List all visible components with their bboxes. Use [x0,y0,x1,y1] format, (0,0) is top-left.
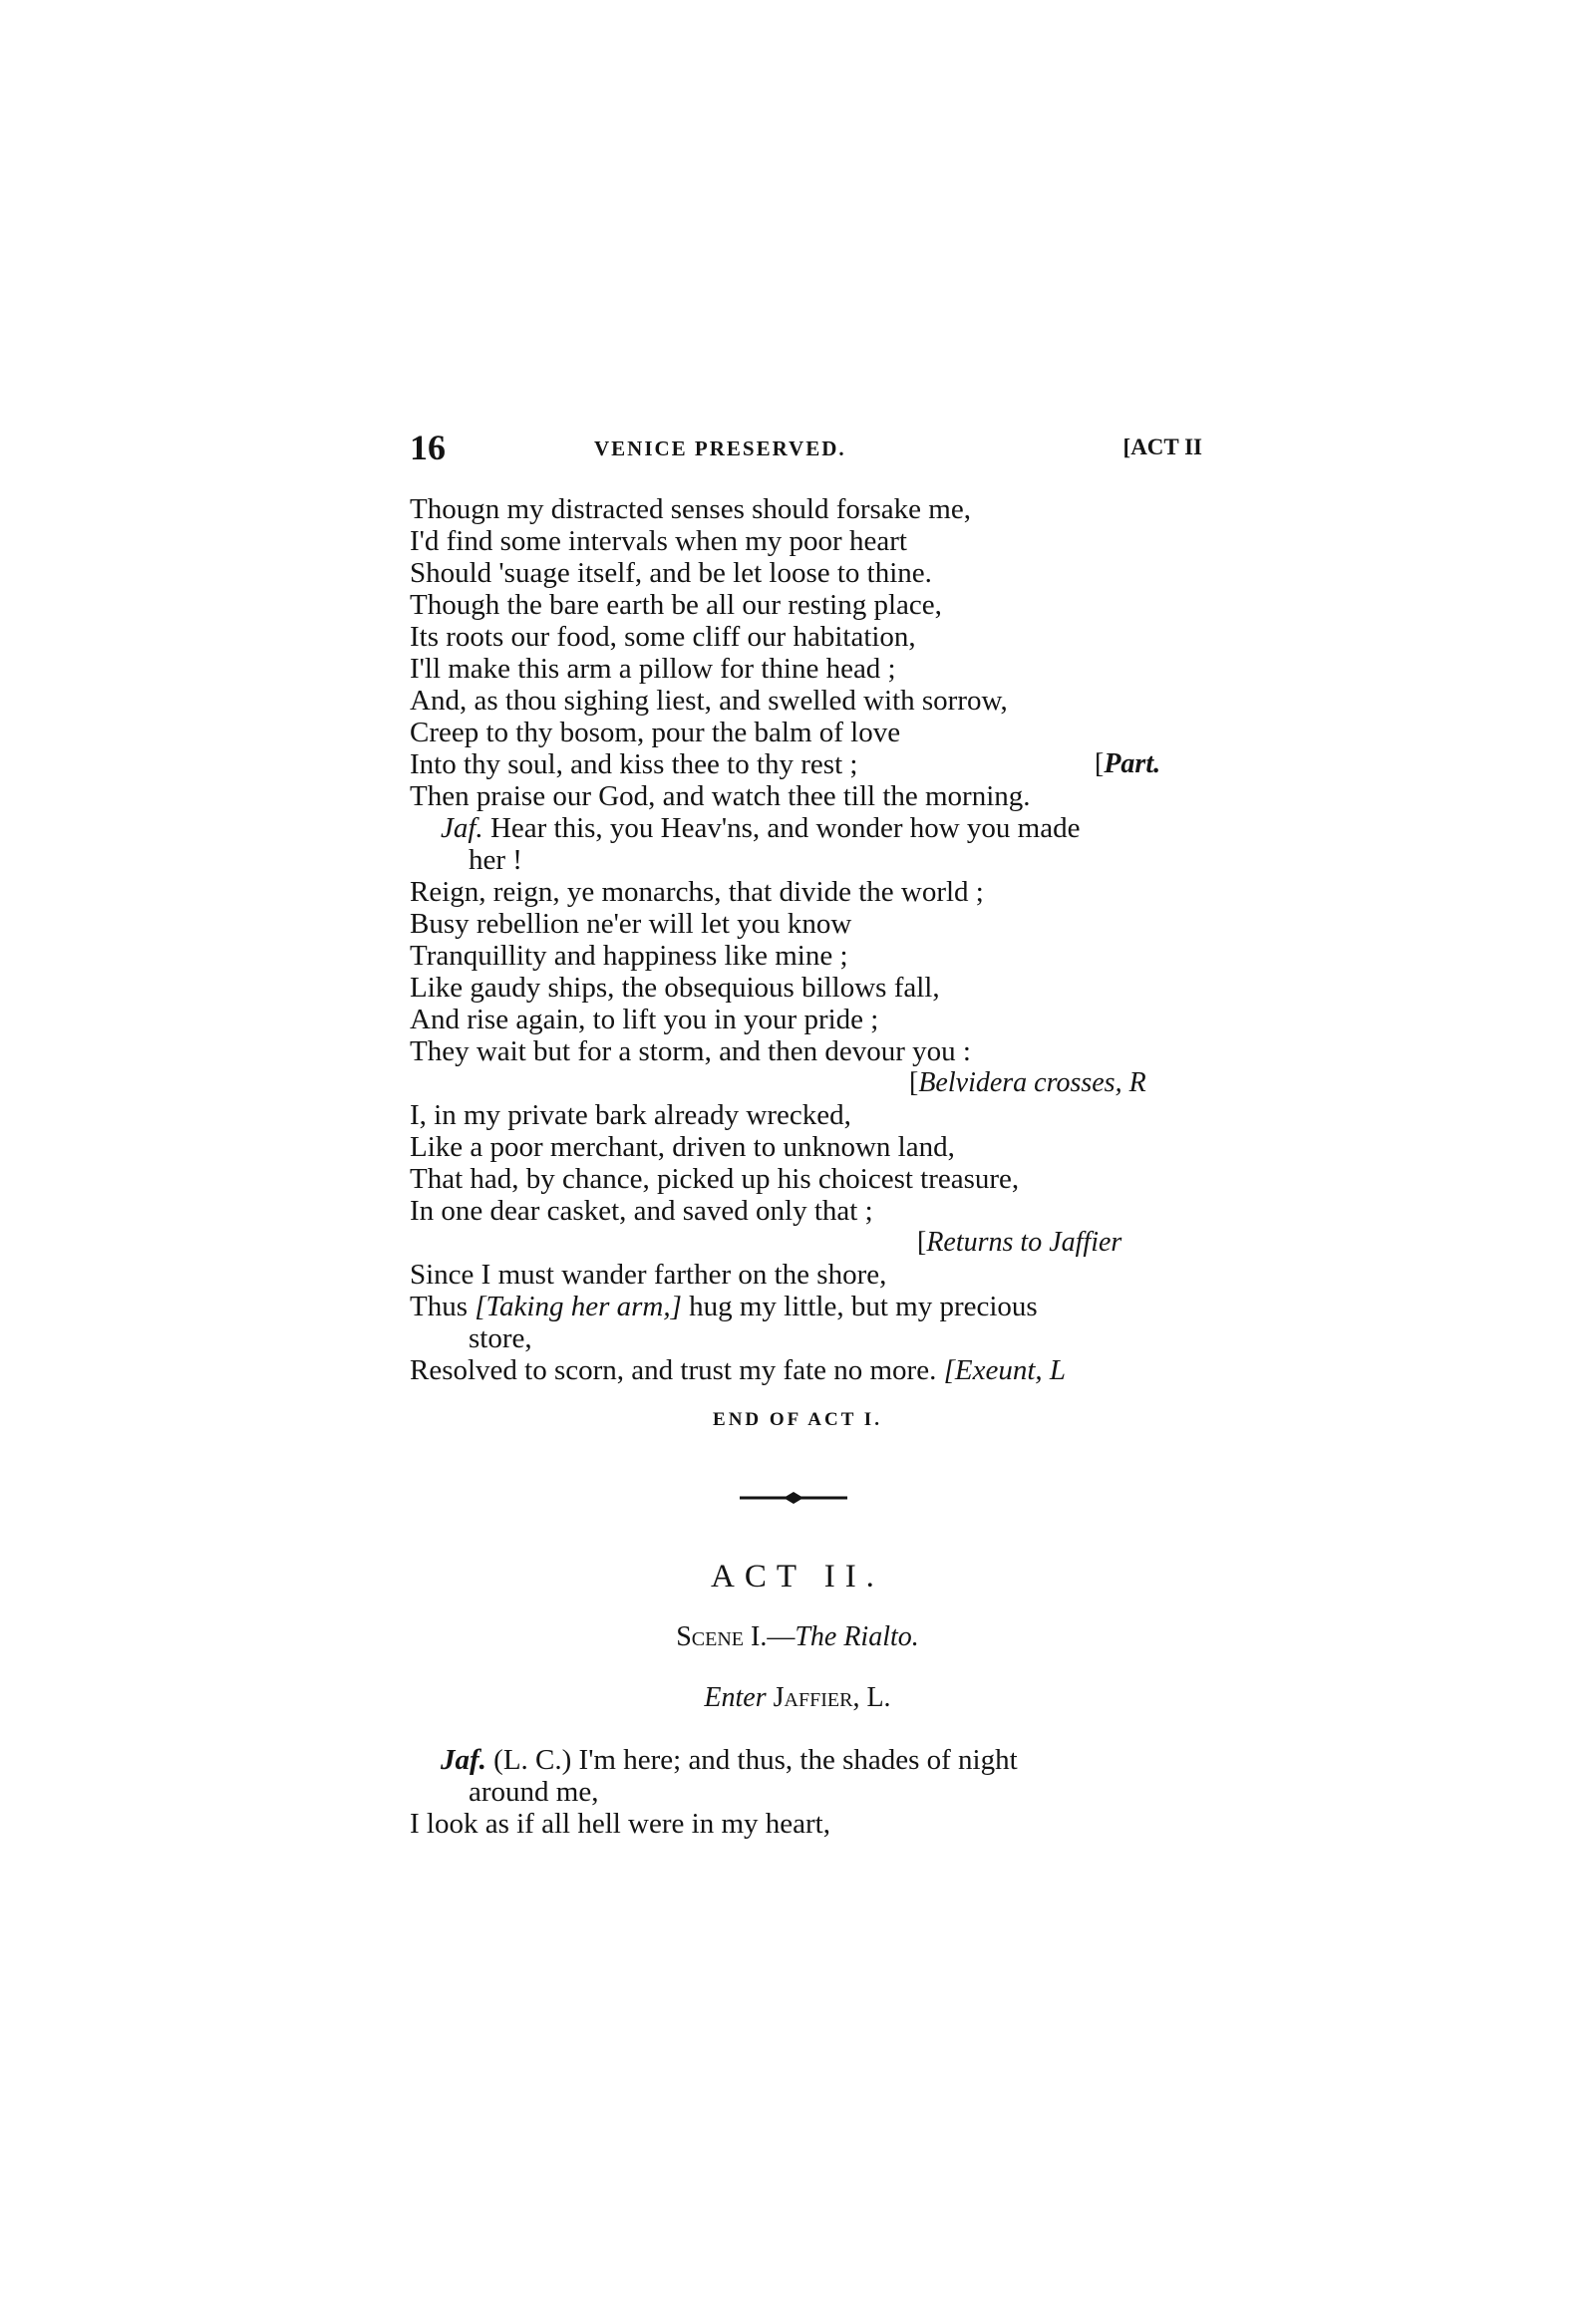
stage-direction: [Returns to Jaffier [917,1227,1122,1258]
verse-line: Its roots our food, some cliff our habitation, [410,621,916,653]
verse-line: Though the bare earth be all our resting place, [410,589,942,621]
stage-direction-text: Taking her arm, [485,1291,671,1322]
ornament-divider [740,1491,847,1505]
stage-direction: [Part. [1095,748,1161,779]
scene-heading: Scene I.—The Rialto. [676,1621,919,1652]
stage-direction: [Belvidera crosses, R [909,1067,1146,1098]
stage-direction-text: Part. [1104,748,1161,779]
verse-line: around me, [469,1776,599,1808]
stage-direction-text: Belvidera crosses, R [918,1067,1146,1098]
verse-line: I, in my private bark already wrecked, [410,1099,851,1131]
verse-line: In one dear casket, and saved only that ; [410,1195,873,1227]
verse-line: Should 'suage itself, and be let loose to thine. [410,557,932,589]
page-number: 16 [410,428,446,467]
stage-direction-text: Returns to Jaffier [926,1227,1122,1258]
act-marker: [ACT II [1122,435,1202,459]
speech-text: Hear this, you Heav'ns, and wonder how you made [489,812,1081,844]
verse-line: Creep to thy bosom, pour the balm of love [410,717,901,748]
verse-line: Into thy soul, and kiss thee to thy rest ; [410,748,858,780]
verse-line: Busy rebellion ne'er will let you know [410,908,852,940]
verse-line: her ! [469,844,522,876]
verse-line: I look as if all hell were in my heart, [410,1808,830,1840]
verse-line: Like gaudy ships, the obsequious billows fall, [410,972,940,1004]
verse-text: Thus [410,1291,468,1322]
verse-line: And rise again, to lift you in your pride ; [410,1004,879,1035]
verse-line: Resolved to scorn, and trust my fate no more. [Exeunt, L [410,1354,1067,1386]
verse-line: store, [469,1322,532,1354]
speech-line [441,1744,1018,1776]
act-title: ACT II. [711,1559,884,1595]
verse-line: That had, by chance, picked up his choicest treasure, [410,1163,1020,1195]
speaker-name: Jaf. [441,812,483,844]
end-of-act-label: END OF ACT I. [713,1409,882,1430]
entrance-direction: Enter Jaffier, L. [704,1682,891,1713]
verse-line: And, as thou sighing liest, and swelled with sorrow, [410,685,1008,717]
verse-line: Then praise our God, and watch thee till the morning. [410,780,1031,812]
verse-line: Tranquillity and happiness like mine ; [410,940,848,972]
verse-line: Thus [Taking her arm,] hug my little, but my precious [410,1291,1038,1322]
running-header [410,427,1202,472]
verse-line: They wait but for a storm, and then devour you : [410,1035,971,1067]
verse-line: I'd find some intervals when my poor heart [410,525,907,557]
speaker-name: Jaf. [441,1744,486,1776]
verse-text: Resolved to scorn, and trust my fate no more. [410,1354,937,1386]
verse-line: Like a poor merchant, driven to unknown land, [410,1131,955,1163]
speech-text: (L. C.) I'm here; and thus, the shades of night [485,1744,1018,1776]
verse-line: Thougn my distracted senses should forsake me, [410,493,971,525]
verse-line: Since I must wander farther on the shore, [410,1259,887,1291]
stage-direction-text: Exeunt, L [954,1354,1067,1386]
running-title: VENICE PRESERVED. [594,436,846,460]
verse-line: I'll make this arm a pillow for thine head ; [410,653,896,685]
speech-line [441,812,1080,844]
verse-text: hug my little, but my precious [689,1291,1038,1322]
verse-line: Reign, reign, ye monarchs, that divide the world ; [410,876,984,908]
